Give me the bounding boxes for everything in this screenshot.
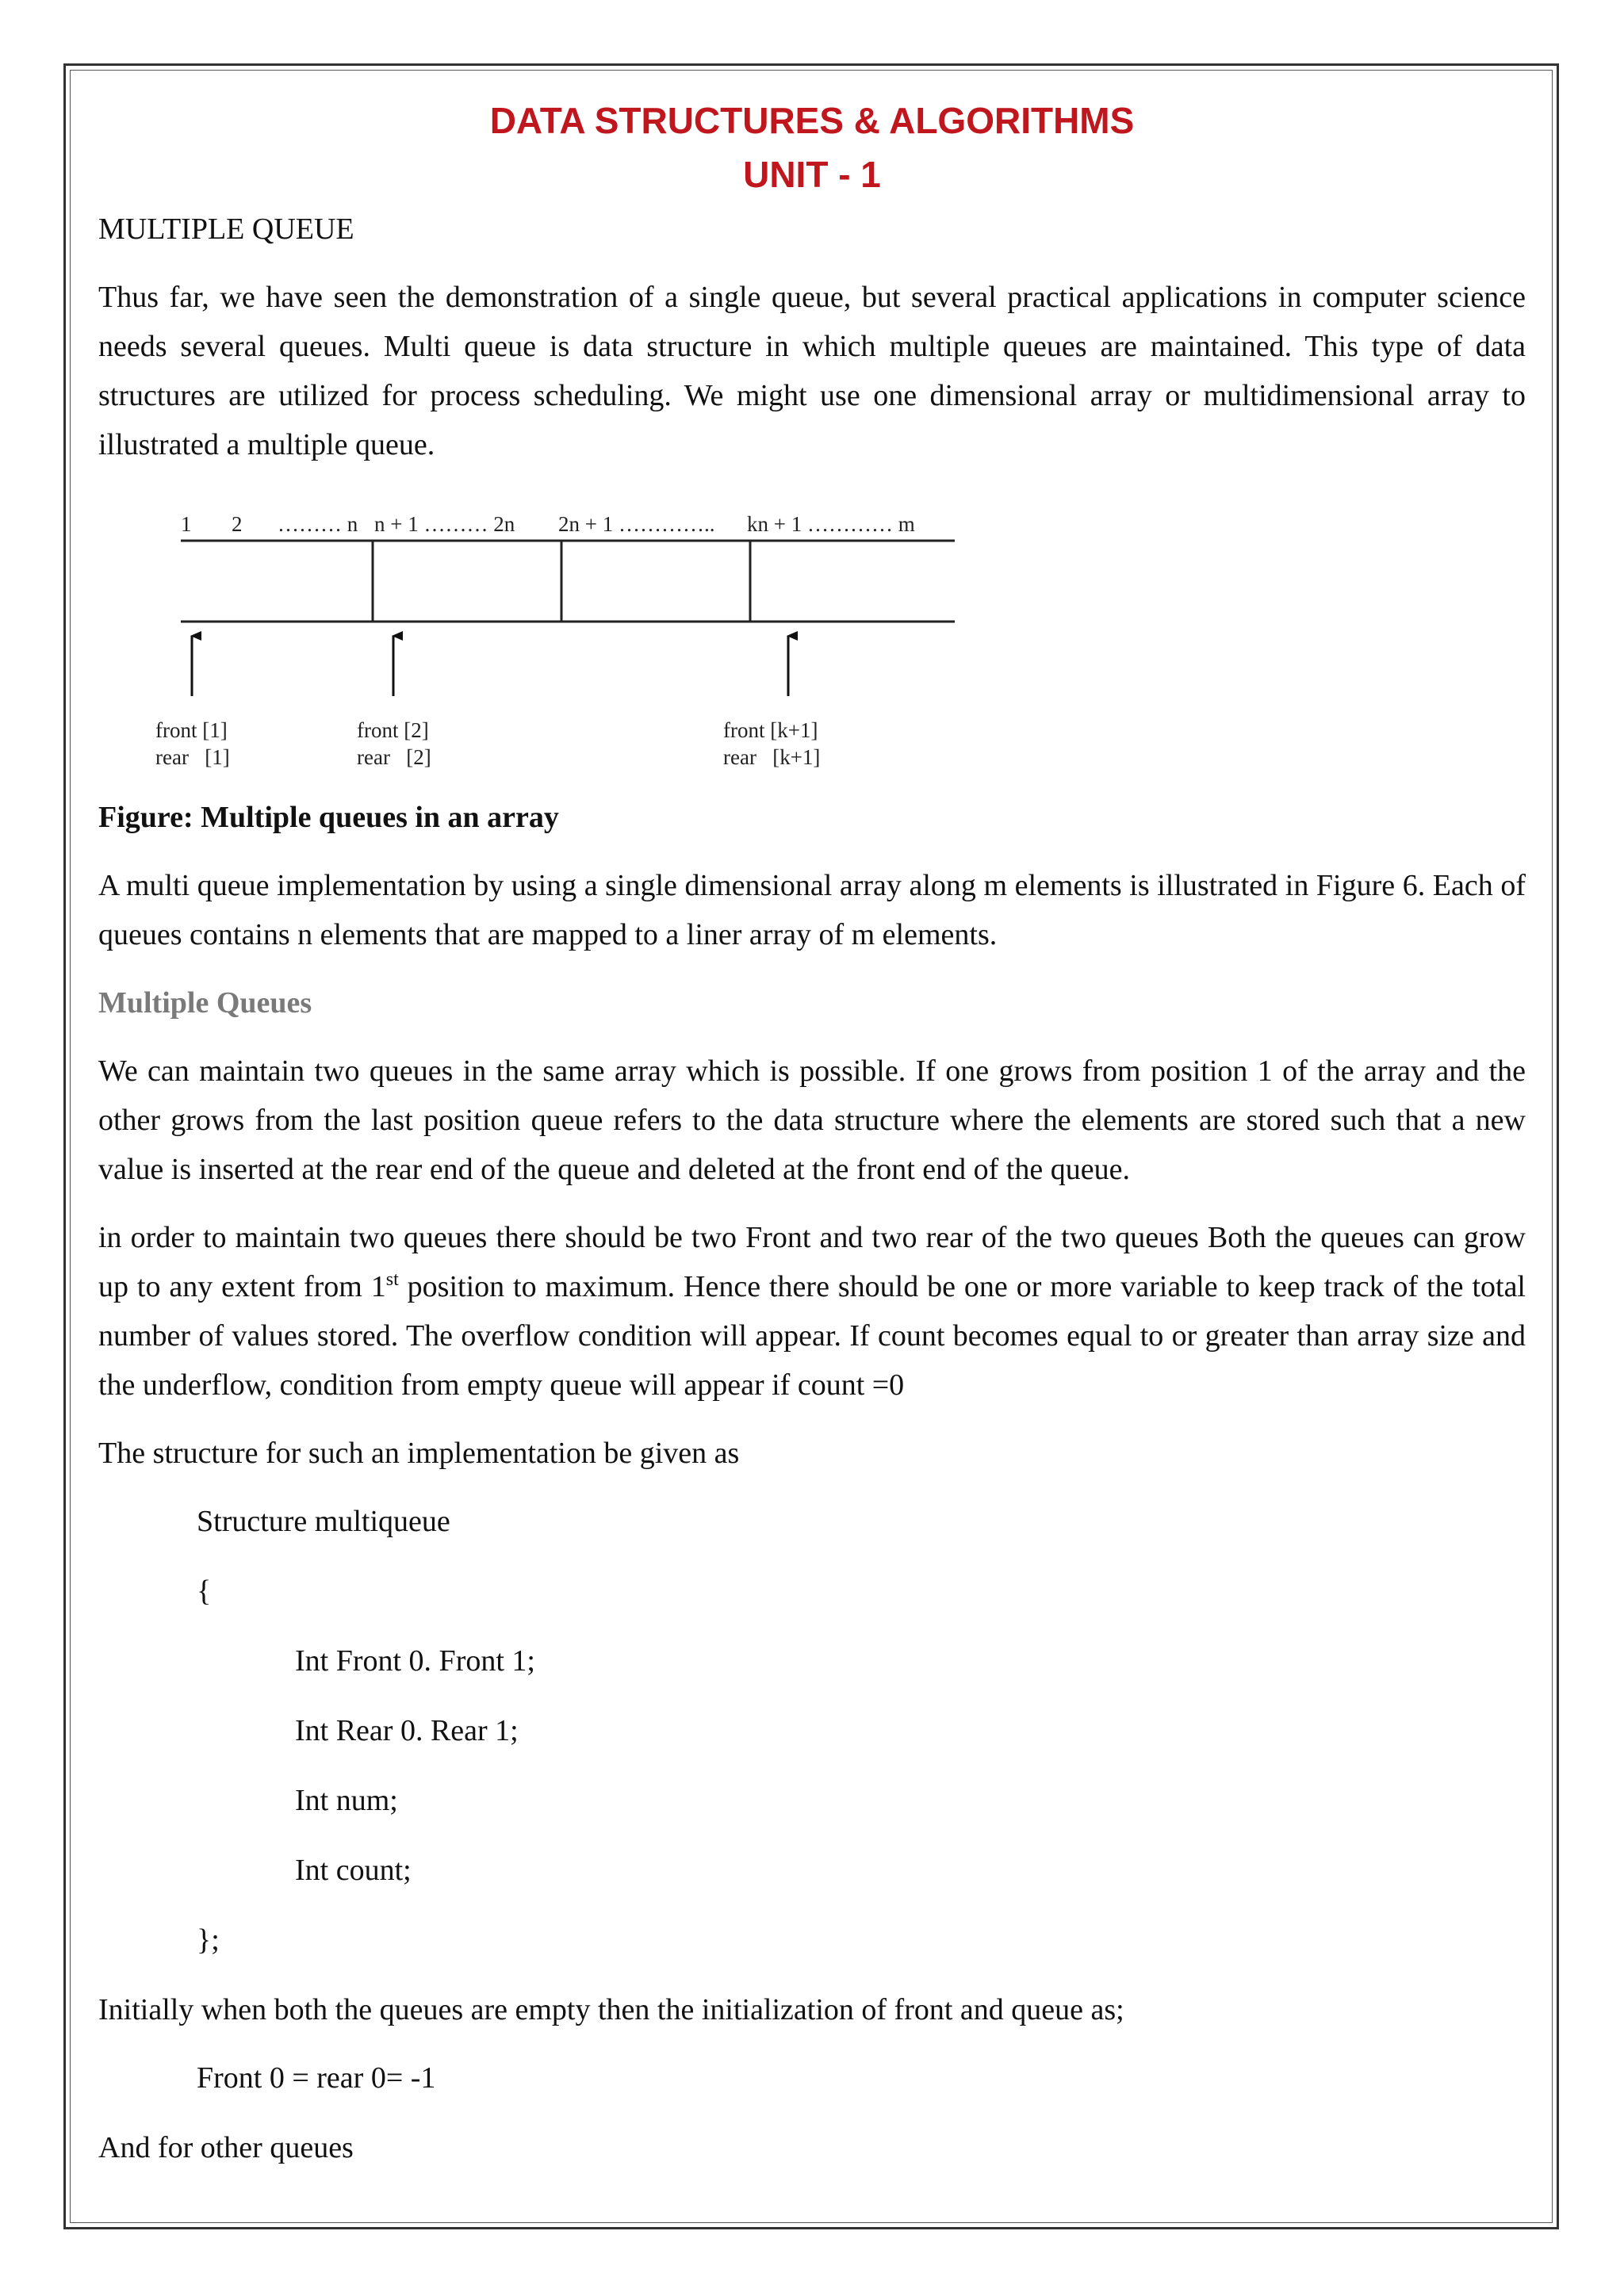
front-rear-text-a: in order to maintain two queues there should be two Front and two rear of the two queues Both the queues can grow up to any extent from 1: [98, 1221, 1526, 1303]
code-rear-fields: Int Rear 0. Rear 1;: [295, 1714, 519, 1747]
code-initialization: Front 0 = rear 0= -1: [197, 2061, 436, 2095]
rear-k-plus-1-label: rear [k+1]: [723, 745, 821, 769]
front-rear-text-b: position to maximum. Hence there should be one or more variable to keep track of the total number of values stored. The overflow condition will appear. If count becomes equal to or greater than array size and the underflow, condition from empty queue will appear if count =0: [98, 1270, 1526, 1402]
code-front-fields: Int Front 0. Front 1;: [295, 1644, 535, 1678]
code-open-brace: {: [197, 1575, 212, 1608]
label-kn-plus-1-m: kn + 1 ………… m: [747, 512, 915, 536]
front-2-label: front [2]: [357, 718, 429, 742]
label-1: 1: [181, 512, 192, 536]
front-rear-paragraph: [98, 1213, 1526, 1410]
intro-paragraph: Thus far, we have seen the demonstration of a single queue, but several practical applications in computer science needs several queues. Multi queue is data structure in which multiple queues are maintained. This type of data structures are utilized for process scheduling. We might use one dimensional array or multidimensional array to illustrated a multiple queue.: [98, 281, 1526, 461]
front-1-label: front [1]: [155, 718, 228, 742]
code-num-field: Int num;: [295, 1784, 398, 1817]
multiple-queues-figure: [98, 488, 1526, 793]
front-k-plus-1-label: front [k+1]: [723, 718, 818, 742]
label-n-plus-1-2n: n + 1 ……… 2n: [374, 512, 515, 536]
other-queues-paragraph: And for other queues: [98, 2131, 354, 2164]
section-heading-multiple-queue: MULTIPLE QUEUE: [98, 212, 354, 246]
label-2n-plus-1: 2n + 1 …………..: [558, 512, 715, 536]
page-content: [98, 94, 1526, 2191]
array-diagram: [98, 488, 1526, 793]
ordinal-superscript: st: [385, 1269, 399, 1290]
multi-queue-implementation-paragraph: A multi queue implementation by using a single dimensional array along m elements is illustrated in Figure 6. Each of queues contains n elements that are mapped to a liner array of m elements.: [98, 869, 1526, 951]
two-queues-paragraph: We can maintain two queues in the same array which is possible. If one grows from position 1 of the array and the other grows from the last position queue refers to the data structure where the elements are stored such that a new value is inserted at the rear end of the queue and deleted at the front end of the queue.: [98, 1054, 1526, 1186]
structure-intro-paragraph: The structure for such an implementation be given as: [98, 1437, 740, 1470]
code-struct-declaration: Structure multiqueue: [197, 1505, 450, 1538]
figure-caption: Figure: Multiple queues in an array: [98, 801, 559, 834]
initialization-paragraph: Initially when both the queues are empty then the initialization of front and queue as;: [98, 1993, 1124, 2026]
section-heading-multiple-queues: Multiple Queues: [98, 986, 312, 1020]
code-close-brace: };: [197, 1923, 220, 1957]
rear-2-label: rear [2]: [357, 745, 431, 769]
rear-1-label: rear [1]: [155, 745, 230, 769]
label-n: ……… n: [278, 512, 358, 536]
document-title: DATA STRUCTURES & ALGORITHMS: [489, 100, 1135, 141]
code-count-field: Int count;: [295, 1854, 412, 1887]
label-2: 2: [232, 512, 243, 536]
unit-title: UNIT - 1: [743, 154, 881, 195]
